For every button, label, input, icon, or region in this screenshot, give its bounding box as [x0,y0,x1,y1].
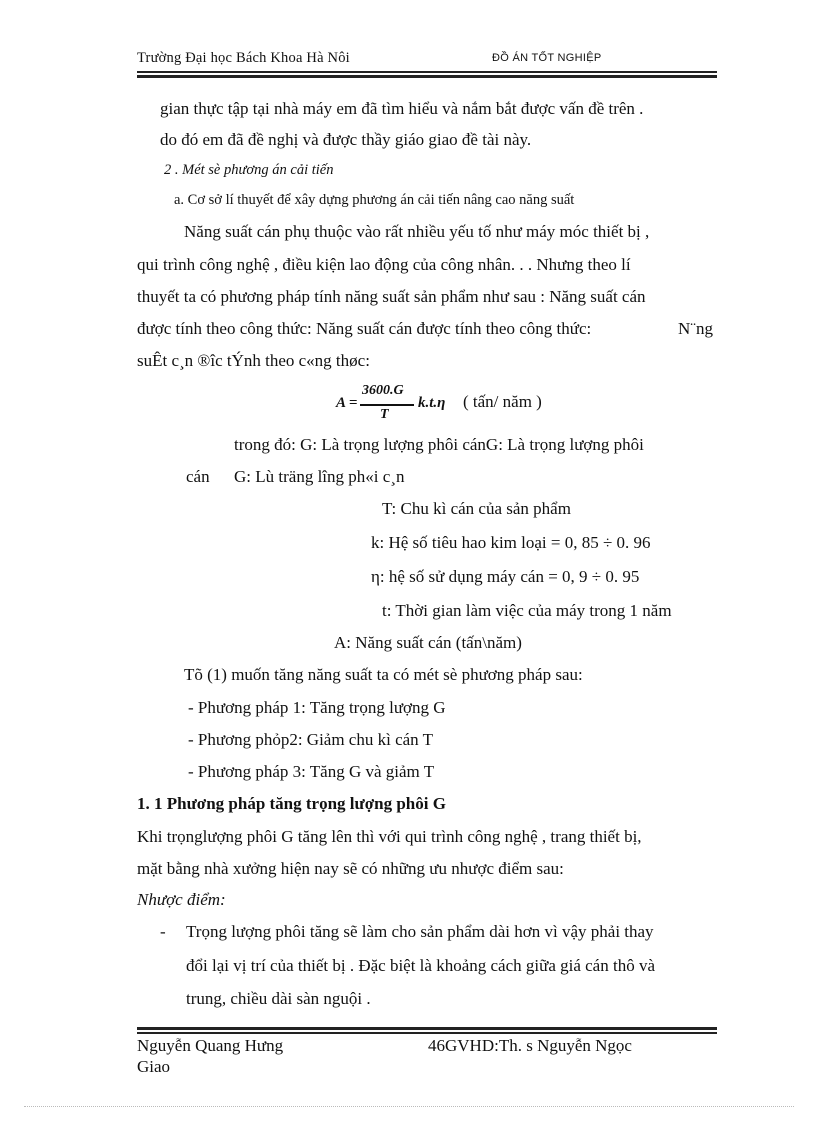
bullet-line-3: trung, chiều dài sàn nguội . [186,989,371,1008]
footer-page-advisor: 46GVHD:Th. s Nguyễn Ngọc [428,1036,632,1055]
bullet-line-1: Trọng lượng phôi tăng sẽ làm cho sản phẩm dài hơn vì vậy phải thay [186,922,654,941]
page-bottom-dotted-line [24,1106,794,1107]
bullet-dash: - [160,922,166,941]
heading-1-1: 1. 1 Phương pháp tăng trọng lượng phôi G [137,794,446,813]
method-2: - Phương phỏp2: Giảm chu kì cán T [188,730,433,749]
definition-t: t: Thời gian làm việc của máy trong 1 năm [382,601,672,620]
para1-line-3: thuyết ta có phương pháp tính năng suất sản phẩm như sau : Năng suất cán [137,287,646,306]
para1-line-1: Năng suất cán phụ thuộc vào rất nhiều yếu tố như máy móc thiết bị , [184,222,650,241]
formula-fraction-bar [360,404,414,406]
para1-line-5: suÊt c¸n ®îc tÝnh theo c«ng thøc: [137,351,370,370]
footer-advisor-cont: Giao [137,1057,171,1076]
disadvantage-label: Nhược điểm: [137,890,226,909]
footer-rule-thin [137,1032,717,1034]
section-2-title: 2 . Mét sè phương án cải tiến [164,162,334,178]
from-eq-1: Tõ (1) muốn tăng năng suất ta có mét sè phương pháp sau: [184,665,583,684]
where-line-1: trong đó: G: Là trọng lượng phôi cánG: Là trọng lượng phôi [234,435,644,454]
where-line-2a: cán [186,467,210,486]
definition-k: k: Hệ số tiêu hao kim loại = 0, 85 ÷ 0. 96 [371,533,651,552]
formula-lhs: A = [336,395,358,411]
header-doc-type: ĐỒ ÁN TỐT NGHIỆP [492,52,602,64]
productivity-formula [336,383,476,427]
definition-eta: η: hệ số sử dụng máy cán = 0, 9 ÷ 0. 95 [371,567,640,586]
method-3: - Phương pháp 3: Tăng G và giảm T [188,762,435,781]
body-line-2: do đó em đã đề nghị và được thầy giáo giao đề tài này. [160,130,532,149]
subsection-a-title: a. Cơ sở lí thuyết để xây dựng phương án cải tiến nâng cao năng suất [174,192,575,208]
para1-line-2: qui trình công nghệ , điều kiện lao động của công nhân. . . Nhưng theo lí [137,255,631,274]
header-rule-thin [137,71,717,73]
method-1: - Phương pháp 1: Tăng trọng lượng G [188,698,446,717]
para2-line-2: mặt bằng nhà xưởng hiện nay sẽ có những ưu nhược điểm sau: [137,859,564,878]
footer-rule-thick [137,1027,717,1030]
formula-numerator: 3600.G [362,383,404,398]
header-rule-thick [137,75,717,78]
body-line-1: gian thực tập tại nhà máy em đã tìm hiểu và nắm bắt được vấn đề trên . [160,99,644,118]
para1-line-4-tail: N¨ng [678,319,713,338]
formula-unit: ( tấn/ năm ) [463,392,542,411]
definition-T: T: Chu kì cán của sản phẩm [382,499,571,518]
bullet-line-2: đổi lại vị trí của thiết bị . Đặc biệt là khoảng cách giữa giá cán thô và [186,956,655,975]
header-school: Trường Đại học Bách Khoa Hà Nôi [137,50,350,66]
para2-line-1: Khi trọnglượng phôi G tăng lên thì với qui trình công nghệ , trang thiết bị, [137,827,642,846]
formula-factors: k.t.η [418,395,446,411]
formula-denominator: T [380,407,389,422]
footer-author: Nguyễn Quang Hưng [137,1036,284,1055]
definition-A: A: Năng suất cán (tấn\năm) [334,633,522,652]
para1-line-4: được tính theo công thức: Năng suất cán được tính theo công thức: [137,319,592,338]
where-line-2b: G: Lù träng lîng ph«i c¸n [234,467,405,486]
